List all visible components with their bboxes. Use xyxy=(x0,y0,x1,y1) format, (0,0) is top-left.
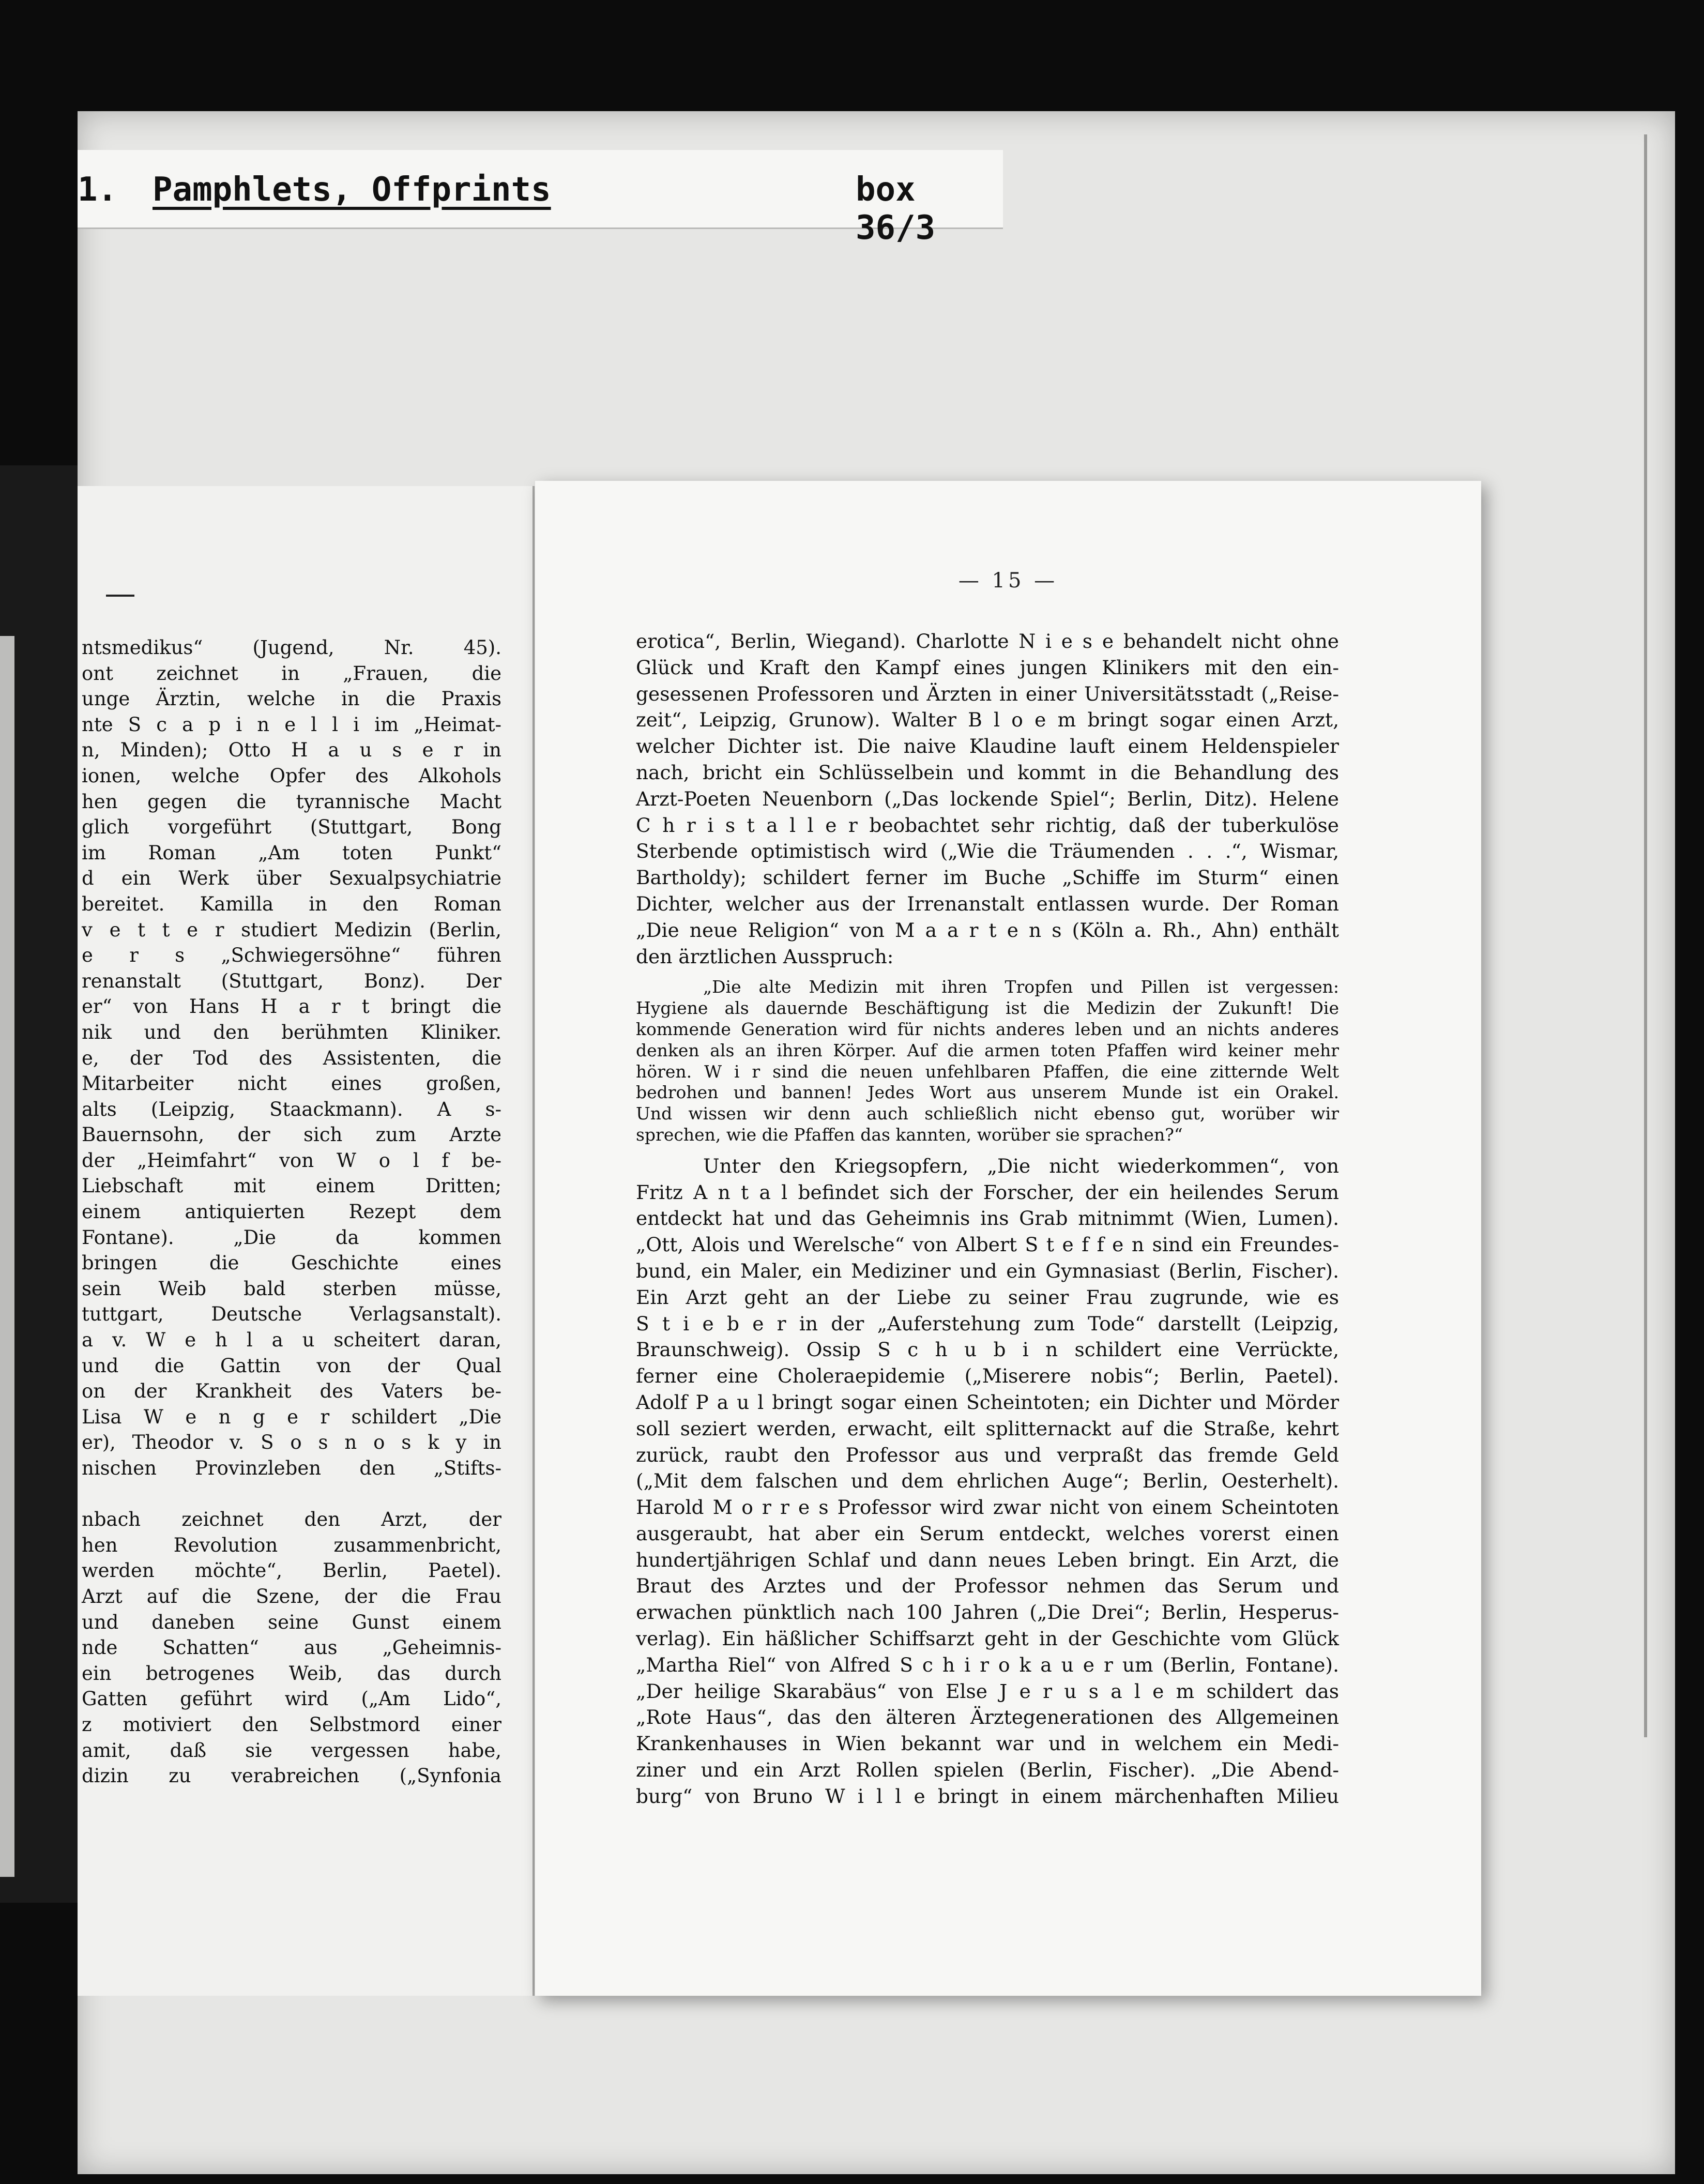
text-line: Lisa W e n g e r schildert „Die xyxy=(82,1405,501,1428)
text-line: im Roman „Am toten Punkt“ xyxy=(82,841,501,864)
text-line: d ein Werk über Sexualpsychiatrie xyxy=(82,867,501,890)
text-line: Und wissen wir denn auch schließlich nicht ebenso gut, worüber wir xyxy=(636,1103,1339,1124)
text-line: „Rote Haus“, das den älteren Ärztegenerationen des Allgemeinen xyxy=(636,1706,1339,1729)
text-line: bereitet. Kamilla in den Roman xyxy=(82,892,501,915)
text-line: zurück, raubt den Professor aus und verpraßt das fremde Geld xyxy=(636,1443,1339,1466)
text-line: bringen die Geschichte eines xyxy=(82,1252,501,1275)
text-line: Fontane). „Die da kommen xyxy=(82,1226,501,1249)
text-line: Braut des Arztes und der Professor nehmen das Serum und xyxy=(636,1574,1339,1598)
text-line: und daneben seine Gunst einem xyxy=(82,1611,501,1633)
label-box-number: box 36/3 xyxy=(856,171,936,247)
text-line: Arzt-Poeten Neuenborn („Das lockende Spiel“; Berlin, Ditz). Helene xyxy=(636,787,1339,810)
text-line: Unter den Kriegsopfern, „Die nicht wiederkommen“, von xyxy=(703,1154,1339,1177)
text-line: Hygiene als dauernde Beschäftigung ist die Medizin der Zukunft! Die xyxy=(636,998,1339,1019)
block-quote xyxy=(636,977,1339,1145)
text-line: Harold M o r r e s Professor wird zwar nicht von einem Scheintoten xyxy=(636,1496,1339,1519)
label-number: 1. xyxy=(78,171,118,209)
text-line: hören. W i r sind die neuen unfehlbaren Pfaffen, die eine zitternde Welt xyxy=(636,1061,1339,1082)
text-line: Sterbende optimistisch wird („Wie die Träumenden . . .“, Wismar, xyxy=(636,840,1339,863)
left-page-partial xyxy=(78,486,535,1996)
text-line: Bartholdy); schildert ferner im Buche „Schiffe im Sturm“ einen xyxy=(636,866,1339,889)
text-line: ausgeraubt, hat aber ein Serum entdeckt, welches vorerst einen xyxy=(636,1522,1339,1545)
text-line: on der Krankheit des Vaters be- xyxy=(82,1380,501,1403)
text-line: einem antiquierten Rezept dem xyxy=(82,1201,501,1223)
right-page xyxy=(535,481,1481,1996)
text-line: kommende Generation wird für nichts anderes leben und an nichts anderes xyxy=(636,1019,1339,1039)
left-edge-paper-sliver xyxy=(0,636,14,1877)
text-line: bund, ein Maler, ein Mediziner und ein Gymnasiast (Berlin, Fischer). xyxy=(636,1259,1339,1282)
text-line: den ärztlichen Ausspruch: xyxy=(636,945,894,968)
text-line: „Die alte Medizin mit ihren Tropfen und Pillen ist vergessen: xyxy=(703,977,1339,997)
text-line: Braunschweig). Ossip S c h u b i n schildert eine Verrückte, xyxy=(636,1338,1339,1361)
text-line: ein betrogenes Weib, das durch xyxy=(82,1662,501,1685)
text-line: C h r i s t a l l e r beobachtet sehr richtig, daß der tuberkulöse xyxy=(636,813,1339,837)
text-line: er“ von Hans H a r t bringt die xyxy=(82,995,501,1018)
text-line: nde Schatten“ aus „Geheimnis- xyxy=(82,1636,501,1659)
text-line: („Mit dem falschen und dem ehrlichen Auge“; Berlin, Oesterhelt). xyxy=(636,1469,1339,1493)
text-line: a v. W e h l a u scheitert daran, xyxy=(82,1329,501,1352)
text-line: „Ott, Alois und Werelsche“ von Albert S t e f f e n sind ein Freundes- xyxy=(636,1233,1339,1256)
page-number: — 15 — xyxy=(958,569,1058,593)
text-line: und die Gattin von der Qual xyxy=(82,1354,501,1377)
text-line: werden möchte“, Berlin, Paetel). xyxy=(82,1559,501,1582)
text-line: e, der Tod des Assistenten, die xyxy=(82,1046,501,1069)
text-line: Gatten geführt wird („Am Lido“, xyxy=(82,1688,501,1710)
text-line: welcher Dichter ist. Die naive Klaudine lauft einem Heldenspieler xyxy=(636,735,1339,758)
text-line: „Der heilige Skarabäus“ von Else J e r u s a l e m schildert das xyxy=(636,1679,1339,1703)
text-line: Ein Arzt geht an der Liebe zu seiner Frau zugrunde, wie es xyxy=(636,1285,1339,1309)
left-page-text xyxy=(82,635,501,1789)
text-line: z motiviert den Selbstmord einer xyxy=(82,1713,501,1736)
text-line: Glück und Kraft den Kampf eines jungen Klinikers mit den ein- xyxy=(636,656,1339,679)
text-line: amit, daß sie vergessen habe, xyxy=(82,1739,501,1762)
text-line: Krankenhauses in Wien bekannt war und in welchem ein Medi- xyxy=(636,1732,1339,1755)
text-line: ionen, welche Opfer des Alkohols xyxy=(82,764,501,787)
text-line: ziner und ein Arzt Rollen spielen (Berlin, Fischer). „Die Abend- xyxy=(636,1758,1339,1782)
text-line: bedrohen und bannen! Jedes Wort aus unserem Munde ist ein Orakel. xyxy=(636,1082,1339,1103)
text-line: erotica“, Berlin, Wiegand). Charlotte N i e s e behandelt nicht ohne xyxy=(636,630,1339,653)
left-page-dash xyxy=(106,595,134,597)
text-line: ont zeichnet in „Frauen, die xyxy=(82,662,501,685)
text-line: nach, bricht ein Schlüsselbein und kommt in die Behandlung des xyxy=(636,761,1339,784)
text-line: hen Revolution zusammenbricht, xyxy=(82,1534,501,1556)
text-line: nischen Provinzleben den „Stifts- xyxy=(82,1457,501,1479)
text-line: unge Ärztin, welche in die Praxis xyxy=(82,688,501,710)
paragraph-1 xyxy=(636,628,1339,969)
text-line: n, Minden); Otto H a u s e r in xyxy=(82,739,501,762)
text-line: gesessenen Professoren und Ärzten in einer Universitätsstadt („Reise- xyxy=(636,682,1339,705)
text-line: tuttgart, Deutsche Verlagsanstalt). xyxy=(82,1303,501,1326)
text-line: ntsmedikus“ (Jugend, Nr. 45). xyxy=(82,636,501,659)
text-line: erwachen pünktlich nach 100 Jahren („Die Drei“; Berlin, Hesperus- xyxy=(636,1601,1339,1624)
text-line: nbach zeichnet den Arzt, der xyxy=(82,1508,501,1531)
text-line: soll seziert werden, erwacht, eilt splitternackt auf die Straße, kehrt xyxy=(636,1417,1339,1440)
right-page-text xyxy=(636,628,1339,1810)
text-line: renanstalt (Stuttgart, Bonz). Der xyxy=(82,969,501,992)
text-line: Mitarbeiter nicht eines großen, xyxy=(82,1072,501,1095)
text-line: hen gegen die tyrannische Macht xyxy=(82,790,501,813)
text-line: denken als an ihren Körper. Auf die armen toten Pfaffen wird keiner mehr xyxy=(636,1040,1339,1060)
paragraph-gap xyxy=(82,1481,501,1507)
archive-box-label xyxy=(78,150,1003,247)
text-line: alts (Leipzig, Staackmann). A s- xyxy=(82,1098,501,1120)
text-line: Dichter, welcher aus der Irrenanstalt entlassen wurde. Der Roman xyxy=(636,892,1339,915)
text-line: e r s „Schwiegersöhne“ führen xyxy=(82,944,501,967)
text-line: ferner eine Choleraepidemie („Miserere nobis“; Berlin, Paetel). xyxy=(636,1364,1339,1388)
label-title: Pamphlets, Offprints xyxy=(153,171,551,209)
text-line: v e t t e r studiert Medizin (Berlin, xyxy=(82,918,501,941)
text-line: Arzt auf die Szene, der die Frau xyxy=(82,1585,501,1607)
text-line: Bauernsohn, der sich zum Arzte xyxy=(82,1124,501,1146)
text-line: nik und den berühmten Kliniker. xyxy=(82,1021,501,1043)
text-line: Adolf P a u l bringt sogar einen Scheintoten; ein Dichter und Mörder xyxy=(636,1390,1339,1414)
text-line: der „Heimfahrt“ von W o l f be- xyxy=(82,1149,501,1172)
text-line: S t i e b e r in der „Auferstehung zum Tode“ darstellt (Leipzig, xyxy=(636,1312,1339,1335)
text-line: burg“ von Bruno W i l l e bringt in einem märchenhaften Milieu xyxy=(636,1784,1339,1808)
paragraph-2 xyxy=(636,1153,1339,1810)
text-line: zeit“, Leipzig, Grunow). Walter B l o e m bringt sogar einen Arzt, xyxy=(636,708,1339,732)
text-line: sprechen, wie die Pfaffen das kannten, worüber sie sprachen?“ xyxy=(636,1124,1183,1145)
text-line: Fritz A n t a l befindet sich der Forscher, der ein heilendes Serum xyxy=(636,1180,1339,1204)
text-line: „Die neue Religion“ von M a a r t e n s (Köln a. Rh., Ahn) enthält xyxy=(636,918,1339,942)
text-line: er), Theodor v. S o s n o s k y in xyxy=(82,1431,501,1454)
text-line: hundertjährigen Schlaf und dann neues Leben bringt. Ein Arzt, die xyxy=(636,1548,1339,1571)
text-line: sein Weib bald sterben müsse, xyxy=(82,1277,501,1300)
text-line: verlag). Ein häßlicher Schiffsarzt geht in der Geschichte vom Glück xyxy=(636,1627,1339,1650)
text-line: „Martha Riel“ von Alfred S c h i r o k a u e r um (Berlin, Fontane). xyxy=(636,1653,1339,1676)
text-line: Liebschaft mit einem Dritten; xyxy=(82,1175,501,1197)
text-line: dizin zu verabreichen („Synfonia xyxy=(82,1765,501,1787)
text-line: entdeckt hat und das Geheimnis ins Grab mitnimmt (Wien, Lumen). xyxy=(636,1207,1339,1230)
folder-fold-line xyxy=(1644,134,1647,1737)
text-line: nte S c a p i n e l l i im „Heimat- xyxy=(82,713,501,736)
text-line: glich vorgeführt (Stuttgart, Bong xyxy=(82,816,501,839)
